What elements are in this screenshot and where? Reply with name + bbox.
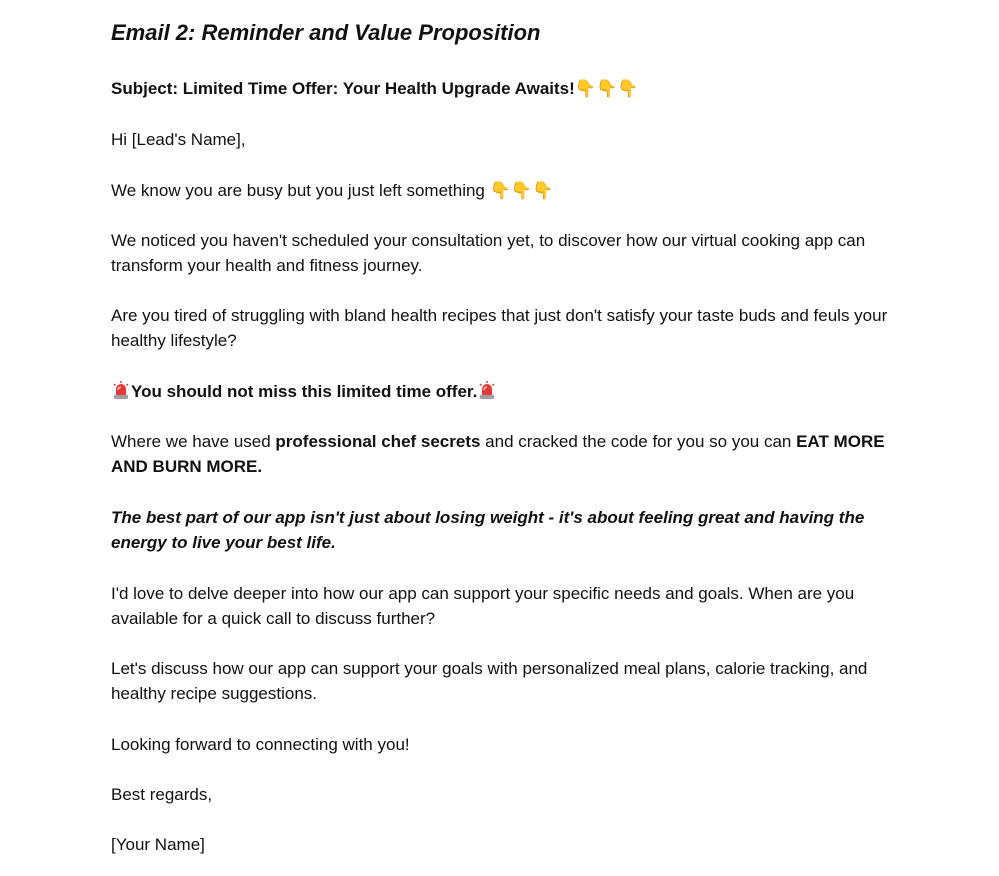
pointing-down-emoji-icon: 👇👇👇 — [489, 181, 554, 201]
email-subject: Subject: Limited Time Offer: Your Health Upgrade Awaits! — [111, 79, 575, 98]
offer-text: You should not miss this limited time offer. — [131, 382, 478, 401]
paragraph-tired: Are you tired of struggling with bland health recipes that just don't satisfy your taste buds and feuls your healthy lifestyle? — [111, 306, 888, 350]
paragraph-busy — [111, 178, 901, 204]
paragraph-delve-deeper: I'd love to delve deeper into how our app can support your specific needs and goals. When are you available for a quick call to discuss further? — [111, 584, 855, 628]
email-greeting: Hi [Lead's Name], — [111, 130, 246, 149]
chef-text-bold: professional chef secrets — [275, 432, 481, 451]
email-heading: Email 2: Reminder and Value Proposition — [111, 20, 541, 45]
offer-line — [111, 379, 901, 404]
paragraph-consultation: We noticed you haven't scheduled your consultation yet, to discover how our virtual cooking app can transform your health and fitness journey. — [111, 231, 866, 275]
email-subject-line — [111, 76, 901, 102]
siren-icon — [479, 381, 495, 399]
pointing-down-emoji-icon: 👇👇👇 — [574, 79, 639, 99]
chef-text-emphasis: EAT MORE AND BURN MORE. — [111, 432, 885, 476]
paragraph-best-part: The best part of our app isn't just about losing weight - it's about feeling great and having the energy to live your best life. — [111, 508, 865, 552]
paragraph-busy-text: We know you are busy but you just left something — [111, 181, 490, 200]
signature: [Your Name] — [111, 835, 205, 854]
chef-text-c: and cracked the code for you so you can — [480, 432, 797, 451]
closing-regards: Best regards, — [111, 785, 213, 804]
chef-text-a: Where we have used — [111, 432, 276, 451]
paragraph-discuss: Let's discuss how our app can support your goals with personalized meal plans, calorie tracking, and healthy recipe suggestions. — [111, 659, 868, 703]
paragraph-chef-secrets — [111, 429, 901, 479]
closing-line: Looking forward to connecting with you! — [111, 735, 410, 754]
siren-icon — [113, 381, 129, 399]
